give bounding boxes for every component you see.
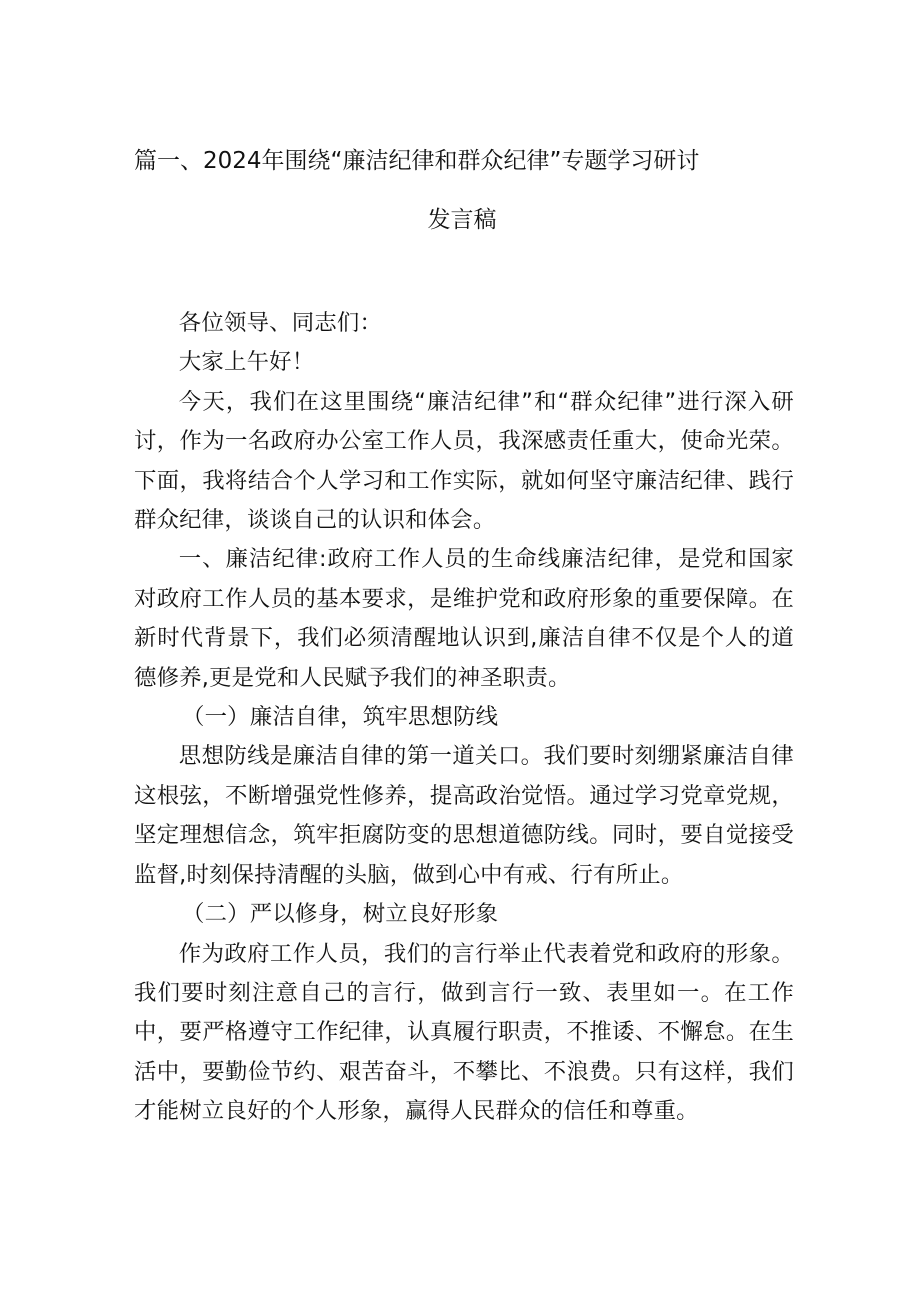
subsection-one-heading: （一）廉洁自律，筑牢思想防线 bbox=[182, 704, 499, 731]
document-title: 篇一、2024年围绕“廉洁纪律和群众纪律”专题学习研讨 bbox=[134, 148, 700, 174]
salutation: 各位领导、同志们： bbox=[178, 310, 383, 336]
subsection-one-paragraph: 思想防线是廉洁自律的第一道关口。我们要时刻绷紧廉洁自律这根弦，不断增强党性修养，提高政治觉悟。通过学习党章党规，坚定理想信念，筑牢拒腐防变的思想道德防线。同时，要自觉接受监督,时刻保持清醒的头脑，做到心中有戒、行有所止。 bbox=[134, 743, 794, 888]
greeting: 大家上午好！ bbox=[178, 349, 315, 376]
intro-paragraph: 今天，我们在这里围绕“廉洁纪律”和“群众纪律”进行深入研讨，作为一名政府办公室工作人员，我深感责任重大，使命光荣。下面，我将结合个人学习和工作实际，就如何坚守廉洁纪律、践行群众纪律，谈谈自己的认识和体会。 bbox=[134, 388, 794, 534]
subsection-two-paragraph: 作为政府工作人员，我们的言行举止代表着党和政府的形象。我们要时刻注意自己的言行，做到言行一致、表里如一。在工作中，要严格遵守工作纪律，认真履行职责，不推诿、不懈怠。在生活中，要勤俭节约、艰苦奋斗，不攀比、不浪费。只有这样，我们才能树立良好的个人形象，赢得人民群众的信任和尊重。 bbox=[134, 940, 794, 1125]
section-one-paragraph: 一、廉洁纪律:政府工作人员的生命线廉洁纪律，是党和国家对政府工作人员的基本要求，是维护党和政府形象的重要保障。在新时代背景下，我们必须清醒地认识到,廉洁自律不仅是个人的道德修养,更是党和人民赋予我们的神圣职责。 bbox=[134, 546, 794, 691]
document-subtitle: 发言稿 bbox=[427, 207, 497, 233]
subsection-two-heading: （二）严以修身，树立良好形象 bbox=[182, 901, 499, 928]
document-body bbox=[134, 304, 794, 1132]
